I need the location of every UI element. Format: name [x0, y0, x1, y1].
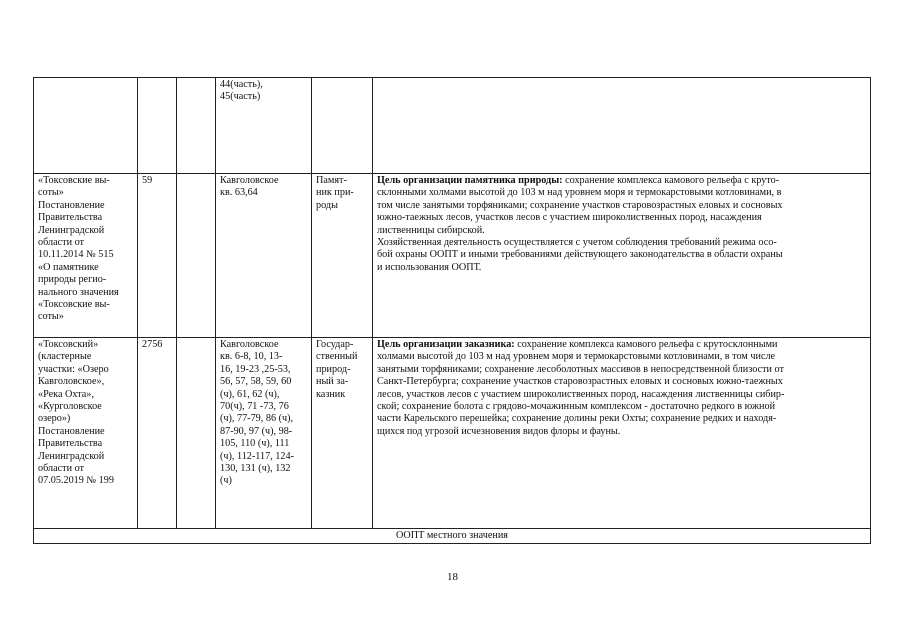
area-cell: 2756 — [138, 338, 177, 529]
description-cell — [373, 338, 871, 529]
page-number: 18 — [447, 571, 458, 583]
blank-cell — [177, 338, 216, 529]
area-cell — [138, 78, 177, 174]
name-cell: «Токсовские вы- соты» Постановление Правительства Ленинградской области от 10.11.2014 № 515 «О памятнике природы регио- нального значения «Токсовские вы- соты» — [34, 174, 138, 338]
name-cell — [34, 78, 138, 174]
blank-cell — [177, 78, 216, 174]
goal-label: Цель организации заказника: — [377, 339, 515, 350]
category-cell: Памят- ник при- роды — [312, 174, 373, 338]
goal-text: сохранение комплекса камового рельефа с крутосклонными холмами высотой до 103 м над уровнем моря и термокарстовыми котловинами, в том числе занятыми торфяниками; сохранение лесоболотных массивов в непосредственной близости от Санкт-Петербурга; сохранение участков старовозрастных еловых и сосновых южно-таежных лесов, участков лесов с участием широколиственных пород, насаждения лиственницы сибир- ской; сохранение болота с грядово-мочажинным комплексом - достаточно редкого в южной части Карельского перешейка; сохранение долины реки Охты; сохранение редких и находя- щихся под угрозой исчезновения видов флоры и фауны. — [377, 339, 785, 437]
goal-label: Цель организации памятника природы: — [377, 175, 563, 186]
location-cell: Кавголовское кв. 63,64 — [216, 174, 312, 338]
table-row — [34, 78, 871, 174]
table-row — [34, 174, 871, 338]
protected-areas-table — [33, 77, 871, 544]
regime-text: Хозяйственная деятельность осуществляется с учетом соблюдения требований режима осо- бой охраны ООПТ и иными требованиями действующего законодательства в области охраны и использования ООПТ. — [377, 237, 783, 273]
table-row — [34, 338, 871, 529]
section-row — [34, 529, 871, 544]
goal-text: сохранение комплекса камового рельефа с круто- склонными холмами высотой до 103 м над уровнем моря и термокарстовыми котловинами, в том числе занятыми торфяниками; сохранение участков старовозрастных еловых и сосновых южно-таежных лесов, участков лесов с участием широколиственных пород, насаждения лиственницы сибирской. — [377, 175, 783, 236]
section-heading: ООПТ местного значения — [34, 529, 871, 544]
name-cell: «Токсовский» (кластерные участки: «Озеро Кавголовское», «Река Охта», «Курголовское озеро») Постановление Правительства Ленинградской области от 07.05.2019 № 199 — [34, 338, 138, 529]
location-cell: Кавголовское кв. 6-8, 10, 13- 16, 19-23 ,25-53, 56, 57, 58, 59, 60 (ч), 61, 62 (ч), 70(ч), 71 -73, 76 (ч), 77-79, 86 (ч), 87-90, 97 (ч), 98- 105, 110 (ч), 111 (ч), 112-117, 124- 130, 131 (ч), 132 (ч) — [216, 338, 312, 529]
description-cell — [373, 78, 871, 174]
category-cell — [312, 78, 373, 174]
location-cell: 44(часть), 45(часть) — [216, 78, 312, 174]
area-cell: 59 — [138, 174, 177, 338]
category-cell: Государ- ственный природ- ный за- казник — [312, 338, 373, 529]
blank-cell — [177, 174, 216, 338]
description-cell — [373, 174, 871, 338]
